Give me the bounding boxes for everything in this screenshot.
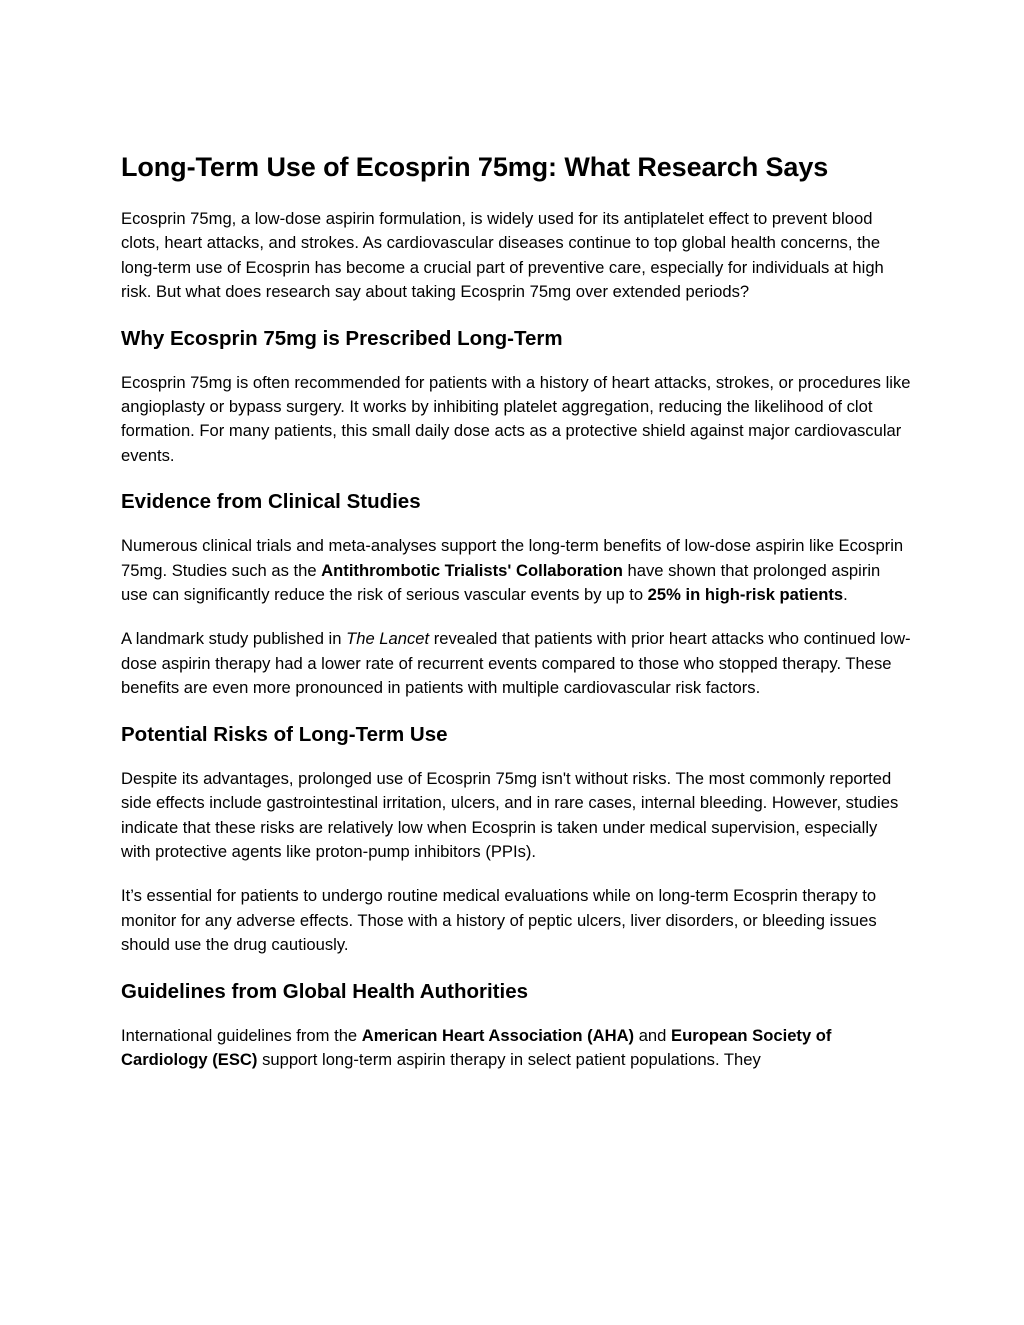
- section-heading: Evidence from Clinical Studies: [121, 490, 421, 514]
- section-risks: [121, 721, 911, 958]
- bold-text: American Heart Association (AHA): [361, 1025, 635, 1045]
- section-paragraph: [121, 1024, 911, 1073]
- section-heading: Potential Risks of Long-Term Use: [121, 722, 448, 746]
- intro-paragraph: Ecosprin 75mg, a low-dose aspirin formulation, is widely used for its antiplatelet effect to prevent blood clots, heart attacks, and strokes. As cardiovascular diseases continue to top global health concerns, the long-term use of Ecosprin has become a crucial part of preventive care, especially for individuals at high risk. But what does research say about taking Ecosprin 75mg over extended periods?: [121, 209, 884, 302]
- text-run: Numerous clinical trials and meta-analyses support the long-term benefits of low-dose aspirin like Ecosprin 75mg. Studies such as the: [121, 536, 904, 580]
- bold-text: European Society of Cardiology (ESC): [121, 1025, 832, 1069]
- section-why-prescribed: [121, 325, 911, 469]
- bold-text: Antithrombotic Trialists' Collaboration: [321, 560, 623, 580]
- section-heading: Guidelines from Global Health Authorities: [121, 979, 529, 1003]
- bold-text: 25% in high-risk patients: [647, 585, 844, 605]
- text-run: have shown that prolonged aspirin use can significantly reduce the risk of serious vascular events by up to: [121, 560, 881, 605]
- section-guidelines: [121, 978, 911, 1073]
- section-paragraph: [121, 627, 911, 700]
- section-paragraph: [121, 534, 911, 607]
- section-paragraph: Despite its advantages, prolonged use of Ecosprin 75mg isn't without risks. The most commonly reported side effects include gastrointestinal irritation, ulcers, and in rare cases, internal bleeding. However, studies indicate that these risks are relatively low when Ecosprin is taken under medical supervision, especially with protective agents like proton-pump inhibitors (PPIs).: [121, 768, 899, 861]
- text-run: revealed that patients with prior heart attacks who continued low-dose aspirin therapy had a lower rate of recurrent events compared to those who stopped therapy. These benefits are even more pronounced in patients with multiple cardiovascular risk factors.: [121, 629, 911, 698]
- italic-text: The Lancet: [346, 629, 430, 649]
- section-paragraph: Ecosprin 75mg is often recommended for patients with a history of heart attacks, strokes, or procedures like angioplasty or bypass surgery. It works by inhibiting platelet aggregation, reducing the likelihood of clot formation. For many patients, this small daily dose acts as a protective shield against major cardiovascular events.: [121, 372, 911, 465]
- text-run: International guidelines from the: [121, 1025, 362, 1045]
- section-clinical-evidence: [121, 488, 911, 700]
- text-run: support long-term aspirin therapy in select patient populations. They: [257, 1049, 761, 1069]
- text-run: A landmark study published in: [121, 629, 347, 649]
- section-heading: Why Ecosprin 75mg is Prescribed Long-Term: [121, 326, 563, 350]
- section-paragraph: It’s essential for patients to undergo routine medical evaluations while on long-term Ecosprin therapy to monitor for any adverse effects. Those with a history of peptic ulcers, liver disorders, or bleeding issues should use the drug cautiously.: [121, 886, 877, 955]
- text-run: .: [843, 585, 848, 605]
- text-run: and: [634, 1025, 672, 1045]
- document-title: Long-Term Use of Ecosprin 75mg: What Research Says: [121, 152, 829, 182]
- document-page: [121, 150, 911, 1092]
